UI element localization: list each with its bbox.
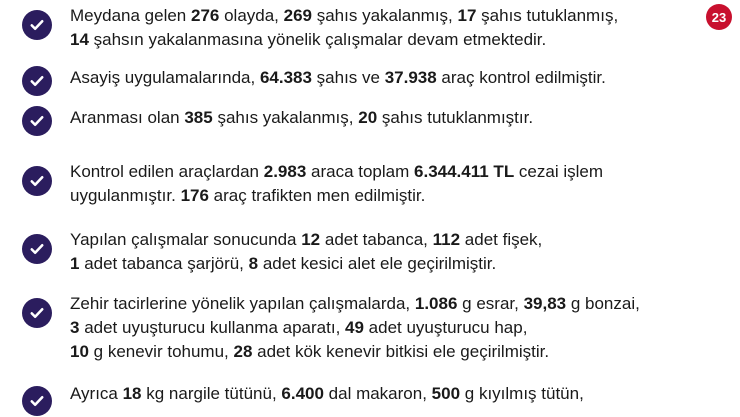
text-segment: g kenevir tohumu,	[88, 342, 234, 361]
text-segment: g esrar,	[457, 294, 524, 313]
text-segment: dal makaron,	[323, 384, 432, 403]
item-text	[70, 292, 700, 364]
text-segment: şahıs yakalanmış,	[312, 6, 458, 25]
highlight-number: 276	[190, 6, 220, 25]
highlight-number: 14	[70, 30, 89, 49]
item-text-line	[70, 4, 700, 28]
item-text	[70, 160, 700, 208]
text-segment: araç trafikten men edilmiştir.	[208, 186, 426, 205]
text-segment: Asayiş uygulamalarında,	[70, 68, 260, 87]
highlight-number: 6.344.411 TL	[414, 162, 515, 181]
highlight-number: 49	[345, 318, 364, 337]
item-text-line	[70, 106, 700, 130]
highlight-number: 385	[184, 108, 213, 127]
text-segment: Zehir tacirlerine yönelik yapılan çalışmalarda,	[70, 294, 415, 313]
text-segment: adet fişek,	[460, 230, 543, 249]
item-text-line	[70, 292, 700, 316]
highlight-number: 3	[70, 318, 80, 337]
highlight-number: 269	[283, 6, 312, 25]
text-segment: şahsın yakalanmasına yönelik çalışmalar devam etmektedir.	[88, 30, 547, 49]
item-text-line	[70, 228, 700, 252]
checkmark-icon	[22, 298, 52, 328]
checkmark-icon	[22, 386, 52, 416]
text-segment: adet uyuşturucu kullanma aparatı,	[79, 318, 346, 337]
text-segment: g bonzai,	[566, 294, 640, 313]
item-text	[70, 382, 700, 406]
highlight-number: 39,83	[523, 294, 567, 313]
logo-badge	[706, 4, 732, 30]
text-segment: g kıyılmış tütün,	[460, 384, 584, 403]
item-text-line	[70, 252, 700, 276]
text-segment: adet tabanca,	[320, 230, 433, 249]
text-segment: araç kontrol edilmiştir.	[436, 68, 606, 87]
item-text-line	[70, 160, 700, 184]
text-segment: kg nargile tütünü,	[141, 384, 282, 403]
text-segment: şahıs tutuklanmıştır.	[377, 108, 534, 127]
text-segment: uygulanmıştır.	[70, 186, 181, 205]
highlight-number: 8	[248, 254, 259, 273]
highlight-number: 12	[301, 230, 321, 249]
checkmark-icon	[22, 166, 52, 196]
highlight-number: 18	[122, 384, 142, 403]
logo-number: 23	[711, 9, 727, 25]
highlight-number: 6.400	[281, 384, 324, 403]
text-segment: Aranması olan	[70, 108, 185, 127]
text-segment: adet tabanca şarjörü,	[79, 254, 249, 273]
highlight-number: 17	[457, 6, 477, 25]
text-segment: Meydana gelen	[70, 6, 191, 25]
highlight-number: 112	[432, 230, 461, 249]
item-text-line	[70, 66, 700, 90]
highlight-number: 20	[358, 108, 378, 127]
item-text-line	[70, 382, 700, 406]
highlight-number: 500	[431, 384, 461, 403]
highlight-number: 28	[233, 342, 253, 361]
checkmark-icon	[22, 10, 52, 40]
item-text-line	[70, 340, 700, 364]
highlight-number: 10	[70, 342, 89, 361]
item-text-line	[70, 184, 700, 208]
text-segment: Ayrıca	[70, 384, 123, 403]
highlight-number: 176	[180, 186, 209, 205]
text-segment: adet uyuşturucu hap,	[363, 318, 528, 337]
highlight-number: 1	[70, 254, 80, 273]
item-text	[70, 228, 700, 276]
text-segment: Yapılan çalışmalar sonucunda	[70, 230, 302, 249]
text-segment: adet kök kenevir bitkisi ele geçirilmiştir.	[252, 342, 550, 361]
checkmark-icon	[22, 106, 52, 136]
text-segment: şahıs tutuklanmış,	[476, 6, 619, 25]
text-segment: Kontrol edilen araçlardan	[70, 162, 264, 181]
highlight-number: 64.383	[259, 68, 312, 87]
item-text	[70, 66, 700, 90]
item-text	[70, 4, 700, 52]
text-segment: şahıs ve	[311, 68, 385, 87]
text-segment: araca toplam	[306, 162, 415, 181]
item-text-line	[70, 316, 700, 340]
item-text-line	[70, 28, 700, 52]
text-segment: adet kesici alet ele geçirilmiştir.	[258, 254, 497, 273]
highlight-number: 1.086	[414, 294, 458, 313]
item-text	[70, 106, 700, 130]
text-segment: olayda,	[219, 6, 284, 25]
highlight-number: 37.938	[384, 68, 437, 87]
checkmark-icon	[22, 234, 52, 264]
text-segment: cezai işlem	[514, 162, 604, 181]
text-segment: şahıs yakalanmış,	[212, 108, 359, 127]
highlight-number: 2.983	[263, 162, 307, 181]
checkmark-icon	[22, 66, 52, 96]
